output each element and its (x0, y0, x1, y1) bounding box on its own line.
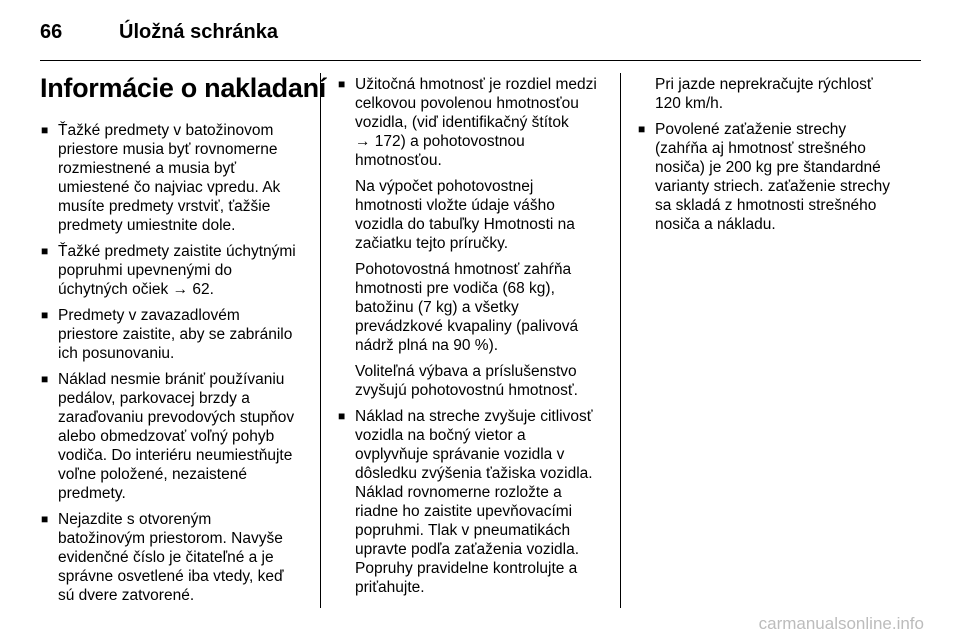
list-item (40, 510, 312, 605)
bullet-icon: ■ (41, 123, 49, 137)
list-item-text: Ťažké predmety v batožinovom priestore musia byť rovnomerne rozmiestnené a musia byť umiestené čo najviac vpredu. Ak musíte predmety vrstviť, ťažšie predmety umiestnite dole. (58, 122, 281, 234)
page-number: 66 (40, 21, 63, 43)
paragraph: Voliteľná výbava a príslušenstvo zvyšujú pohotovostnú hmotnosť. (355, 363, 578, 399)
list-item-text: Náklad na streche zvyšuje citlivosť vozidla na bočný vietor a ovplyvňuje správanie vozidla v dôsledku zvýšenia ťažiska vozidla. Náklad rovnomerne rozložte a riadne ho zaistite upevňovacími popruhmi. Tlak v pneumatikách upravte podľa zaťaženia vozidla. Popruhy pravidelne kontrolujte a priťahujte. (355, 408, 593, 596)
bullet-icon: ■ (41, 244, 49, 258)
list-item (40, 370, 312, 503)
list-item (637, 120, 912, 234)
bullet-icon: ■ (41, 372, 49, 386)
list-item (40, 121, 312, 235)
column-1 (40, 121, 312, 612)
column-divider-1 (320, 73, 321, 608)
bullet-icon: ■ (638, 122, 646, 136)
paragraph: Na výpočet pohotovostnej hmotnosti vložte údaje vášho vozidla do tabuľky Hmotnosti na začiatku tejto príručky. (355, 178, 575, 252)
list-item-text: Užitočná hmotnosť je rozdiel medzi celkovou povolenou hmotnosťou vozidla, (viď identifikačný štítok → 172) a pohotovostnou hmotnosťou. (355, 76, 597, 169)
page-heading: Informácie o nakladaní (40, 73, 326, 103)
column-3 (637, 75, 912, 241)
list-item-text: Nejazdite s otvoreným batožinovým priestorom. Navyše evidenčné číslo je čitateľné a je správne osvetlené iba vtedy, keď sú dvere zatvorené. (58, 511, 284, 604)
paragraph: Pri jazde neprekračujte rýchlosť 120 km/h. (655, 76, 873, 112)
list-item-text: Ťažké predmety zaistite úchytnými popruhmi upevnenými do úchytných očiek → 62. (58, 243, 296, 298)
column-2 (337, 75, 609, 604)
paragraph: Pohotovostná hmotnosť zahŕňa hmotnosti pre vodiča (68 kg), batožinu (7 kg) a všetky prevádzkové kvapaliny (palivová nádrž plná na 90 %). (355, 261, 579, 354)
header-rule (40, 60, 921, 61)
bullet-icon: ■ (338, 77, 346, 91)
list-item (337, 407, 609, 597)
list-item (40, 242, 312, 299)
bullet-icon: ■ (41, 308, 49, 322)
list-item (40, 306, 312, 363)
watermark: carmanualsonline.info (758, 614, 924, 633)
bullet-icon: ■ (41, 512, 49, 526)
bullet-icon: ■ (338, 409, 346, 423)
section-title: Úložná schránka (119, 21, 278, 43)
list-item (337, 75, 609, 170)
list-item-text: Náklad nesmie brániť používaniu pedálov, parkovacej brzdy a zaraďovaniu prevodových stupňov alebo obmedzovať voľný pohyb vodiča. Do interiéru neumiestňujte voľne položené, nezaistené predmety. (58, 371, 295, 502)
list-item-text: Predmety v zavazadlovém priestore zaistite, aby se zabránilo ich posunovaniu. (58, 307, 293, 362)
column-divider-2 (620, 73, 621, 608)
list-item-text: Povolené zaťaženie strechy (zahŕňa aj hmotnosť strešného nosiča) je 200 kg pre štandardné varianty striech. zaťaženie strechy sa skladá z hmotnosti strešného nosiča a nákladu. (655, 121, 890, 233)
